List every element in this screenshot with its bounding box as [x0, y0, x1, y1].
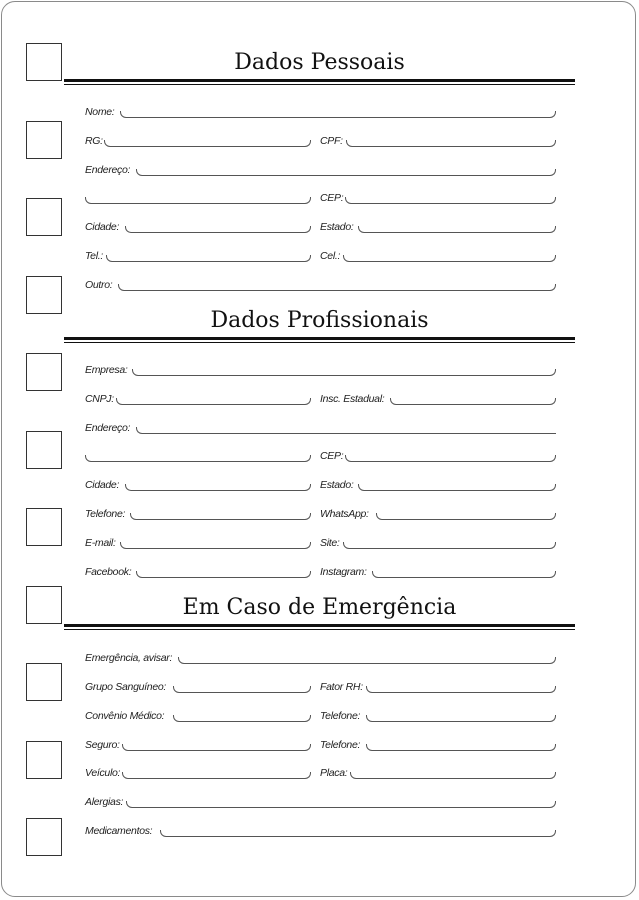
- field-line-medicamentos[interactable]: [160, 830, 556, 837]
- binder-hole: [26, 663, 62, 701]
- field-label-estado: Estado:: [320, 221, 354, 233]
- field-line-grupo-sanguineo[interactable]: [173, 686, 311, 693]
- field-line-cep[interactable]: [345, 197, 556, 204]
- field-line-telefone-convenio[interactable]: [366, 715, 556, 722]
- field-label-cnpj: CNPJ:: [85, 393, 114, 405]
- field-label-telefone-convenio: Telefone:: [320, 710, 361, 722]
- field-line-emergencia-avisar[interactable]: [178, 657, 556, 664]
- field-label-nome: Nome:: [85, 106, 115, 118]
- field-line-insc-estadual[interactable]: [390, 398, 556, 405]
- section-rule: [64, 337, 575, 340]
- field-line-cidade-prof[interactable]: [125, 484, 311, 491]
- field-label-email: E-mail:: [85, 537, 116, 549]
- section-rule: [64, 79, 575, 82]
- field-line-cep-prof[interactable]: [345, 455, 556, 462]
- field-label-cep: CEP:: [320, 192, 344, 204]
- binder-hole: [26, 586, 62, 624]
- field-line-estado[interactable]: [358, 226, 556, 233]
- field-line-cidade[interactable]: [125, 226, 311, 233]
- field-label-alergias: Alergias:: [85, 796, 124, 808]
- binder-hole: [26, 741, 62, 779]
- field-label-instagram: Instagram:: [320, 566, 367, 578]
- section-rule: [64, 342, 575, 343]
- field-label-convenio-medico: Convênio Médico:: [85, 710, 165, 722]
- field-label-cidade: Cidade:: [85, 221, 120, 233]
- field-label-placa: Placa:: [320, 767, 348, 779]
- field-line-outro[interactable]: [118, 284, 556, 291]
- field-label-cep-prof: CEP:: [320, 450, 344, 462]
- field-line-cel[interactable]: [343, 255, 556, 262]
- section-rule: [64, 84, 575, 85]
- section-rule: [64, 624, 575, 627]
- field-line-endereco-prof[interactable]: [136, 427, 556, 434]
- field-label-endereco: Endereço:: [85, 164, 131, 176]
- field-line-veiculo[interactable]: [122, 772, 311, 779]
- field-label-seguro: Seguro:: [85, 739, 120, 751]
- field-line-placa[interactable]: [350, 772, 556, 779]
- field-label-empresa: Empresa:: [85, 364, 128, 376]
- field-label-insc-estadual: Insc. Estadual:: [320, 393, 385, 405]
- field-line-instagram[interactable]: [372, 571, 556, 578]
- binder-hole: [26, 276, 62, 314]
- field-line-estado-prof[interactable]: [358, 484, 556, 491]
- field-label-veiculo: Veículo:: [85, 767, 121, 779]
- field-line-email[interactable]: [120, 542, 311, 549]
- field-line-site[interactable]: [343, 542, 556, 549]
- field-line-nome[interactable]: [120, 111, 556, 118]
- binder-hole: [26, 198, 62, 236]
- field-line-endereco-cont[interactable]: [85, 197, 311, 204]
- field-label-outro: Outro:: [85, 279, 113, 291]
- field-line-empresa[interactable]: [132, 369, 556, 376]
- field-label-grupo-sanguineo: Grupo Sanguíneo:: [85, 681, 167, 693]
- field-label-endereco-prof: Endereço:: [85, 422, 131, 434]
- section-title-personal: Dados Pessoais: [234, 50, 405, 75]
- field-label-rg: RG:: [85, 135, 103, 147]
- field-label-tel: Tel.:: [85, 250, 103, 262]
- field-label-cel: Cel.:: [320, 250, 341, 262]
- section-title-emergency: Em Caso de Emergência: [182, 595, 457, 620]
- field-line-telefone-prof[interactable]: [130, 513, 311, 520]
- field-line-tel[interactable]: [106, 255, 311, 262]
- binder-hole: [26, 353, 62, 391]
- field-line-cpf[interactable]: [346, 140, 556, 147]
- section-rule: [64, 629, 575, 630]
- field-label-site: Site:: [320, 537, 340, 549]
- field-label-telefone-prof: Telefone:: [85, 508, 126, 520]
- binder-hole: [26, 818, 62, 856]
- field-line-cnpj[interactable]: [116, 398, 311, 405]
- binder-hole: [26, 121, 62, 159]
- field-label-estado-prof: Estado:: [320, 479, 354, 491]
- field-line-alergias[interactable]: [126, 801, 556, 808]
- field-line-telefone-seguro[interactable]: [366, 744, 556, 751]
- field-line-seguro[interactable]: [122, 744, 311, 751]
- field-label-emergencia-avisar: Emergência, avisar:: [85, 652, 173, 664]
- field-line-endereco-prof-cont[interactable]: [85, 455, 311, 462]
- field-label-whatsapp: WhatsApp:: [320, 508, 369, 520]
- field-line-endereco[interactable]: [136, 169, 556, 176]
- field-label-facebook: Facebook:: [85, 566, 132, 578]
- field-label-telefone-seguro: Telefone:: [320, 739, 361, 751]
- field-label-medicamentos: Medicamentos:: [85, 825, 153, 837]
- field-line-fator-rh[interactable]: [366, 686, 556, 693]
- binder-hole: [26, 43, 62, 81]
- binder-hole: [26, 508, 62, 546]
- binder-hole: [26, 431, 62, 469]
- field-line-rg[interactable]: [104, 140, 311, 147]
- section-title-professional: Dados Profissionais: [210, 308, 429, 333]
- field-line-convenio-medico[interactable]: [173, 715, 311, 722]
- field-label-cidade-prof: Cidade:: [85, 479, 120, 491]
- field-label-fator-rh: Fator RH:: [320, 681, 363, 693]
- field-line-facebook[interactable]: [136, 571, 311, 578]
- field-line-whatsapp[interactable]: [376, 513, 556, 520]
- field-label-cpf: CPF:: [320, 135, 343, 147]
